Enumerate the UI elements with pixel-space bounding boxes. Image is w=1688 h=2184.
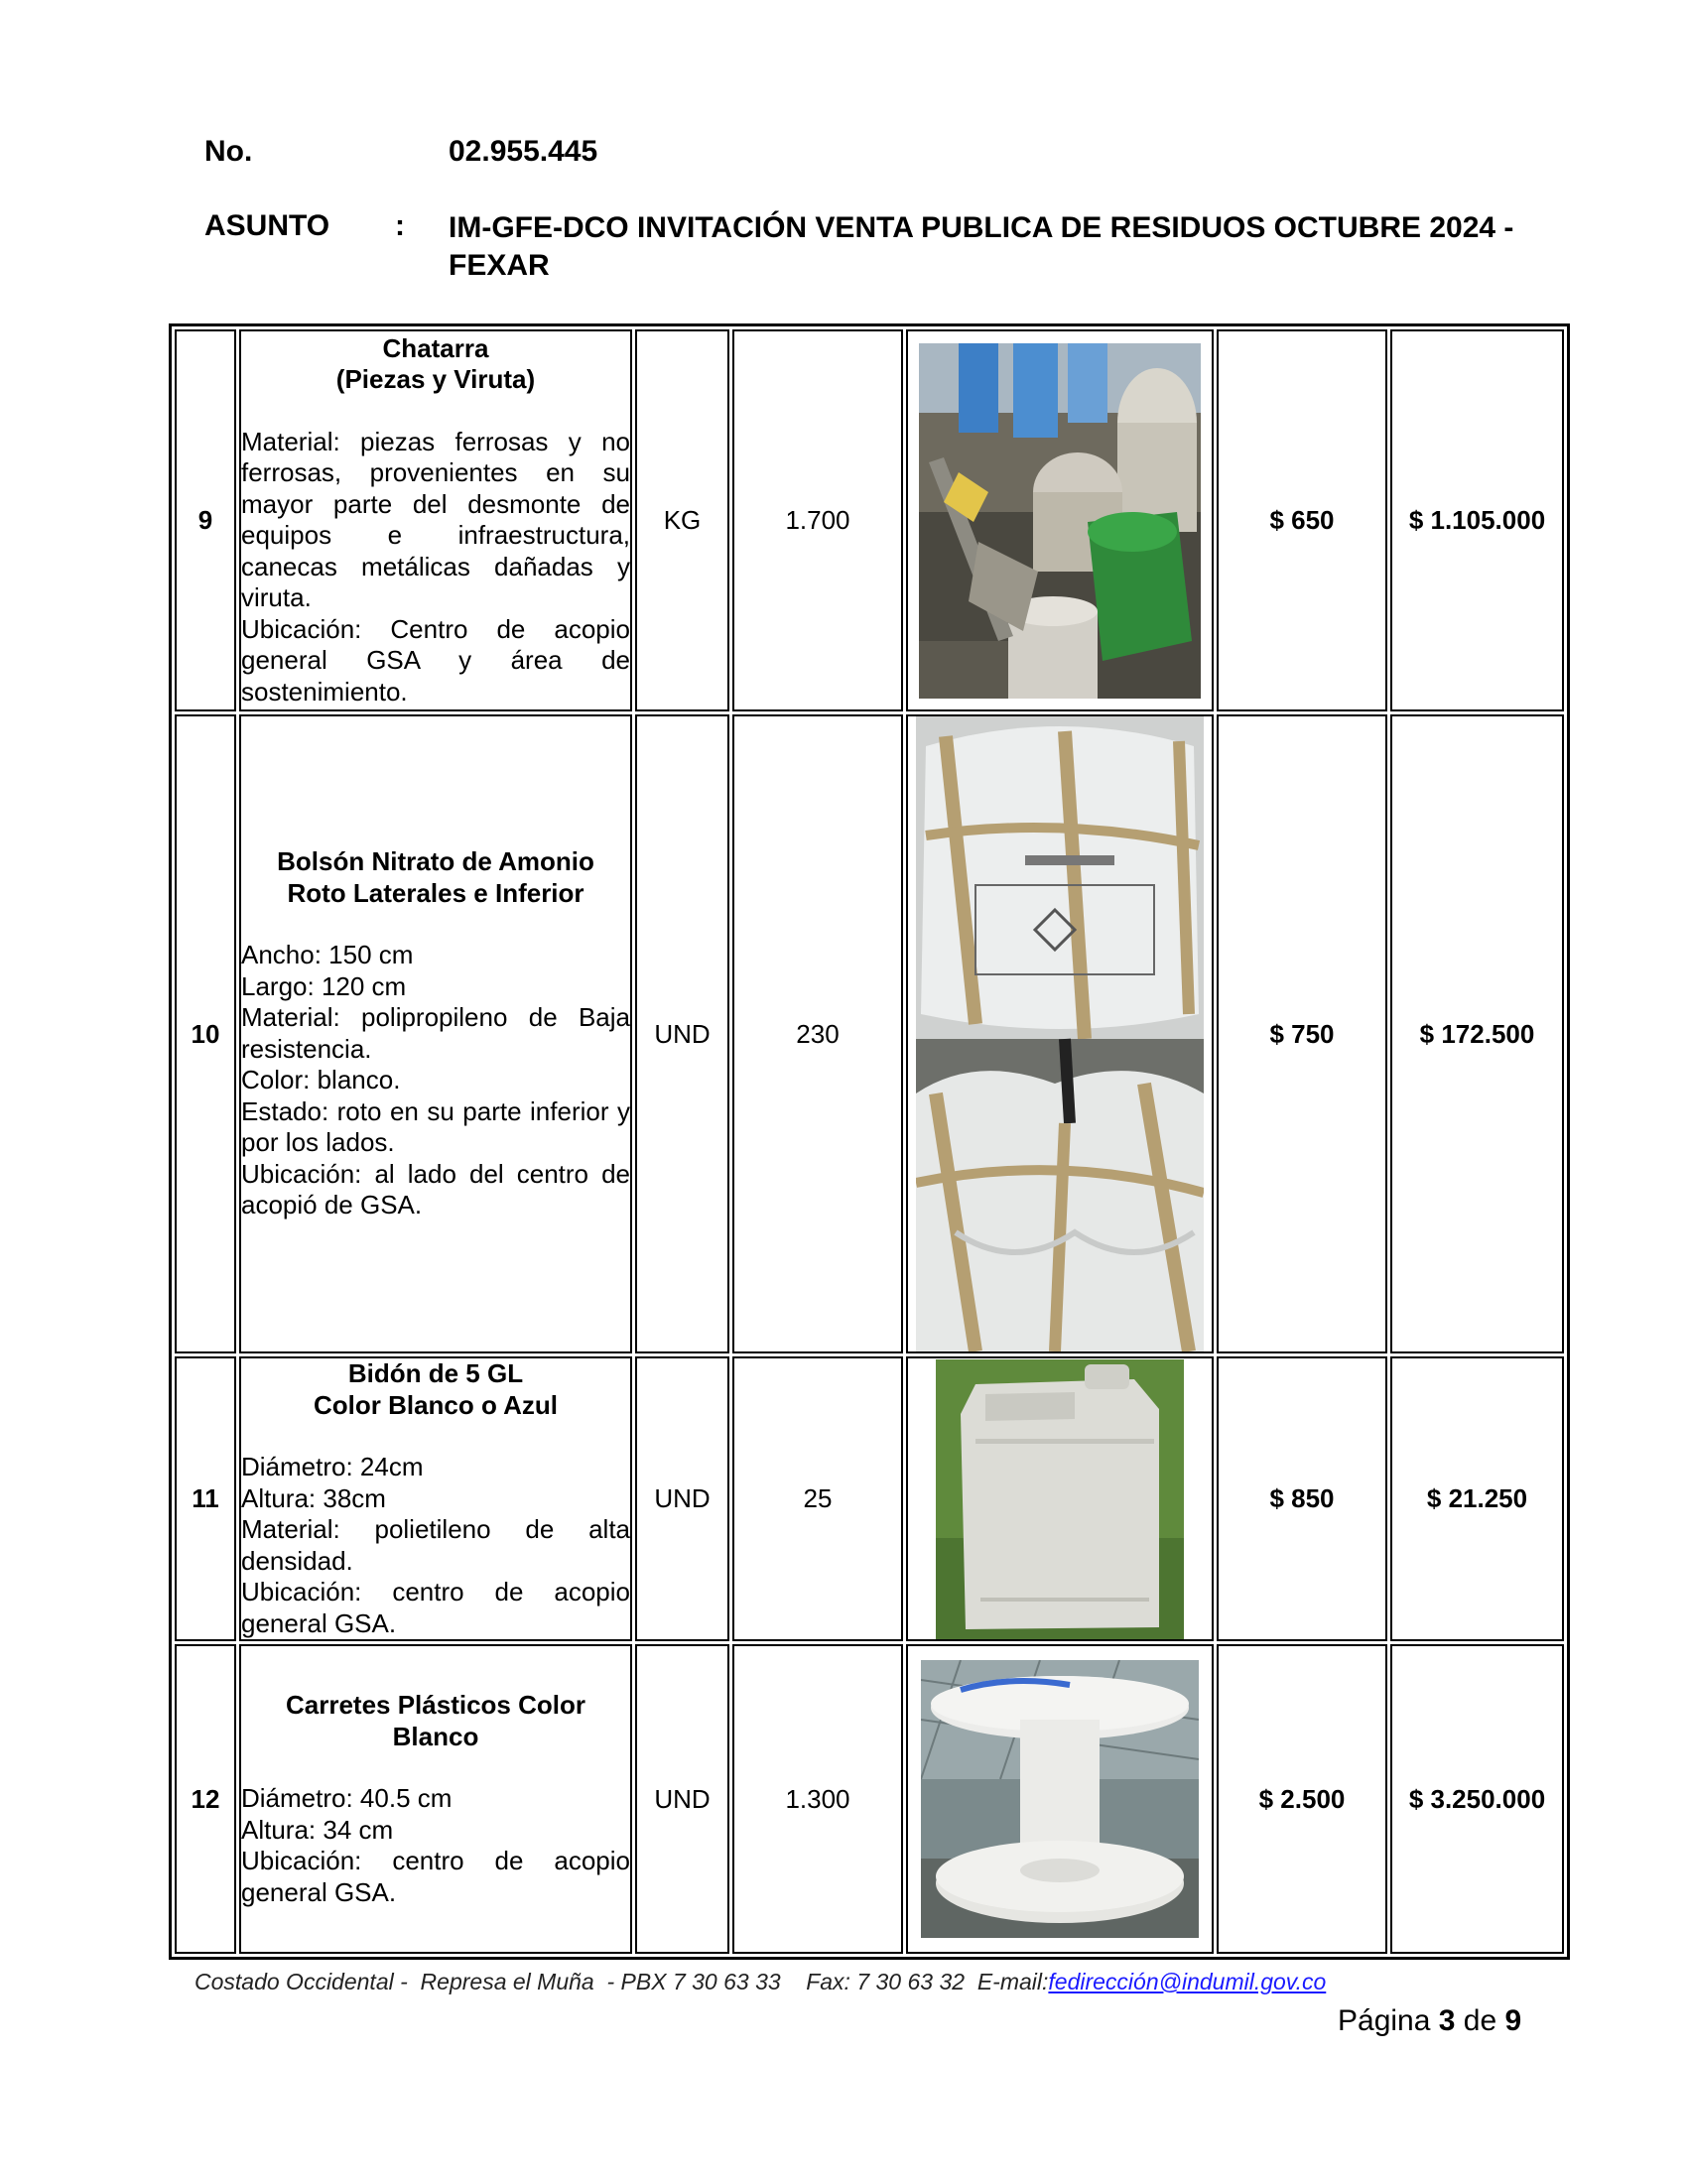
item-detail: Altura: 34 cm	[241, 1814, 394, 1845]
scrap-metal-photo	[919, 343, 1201, 699]
item-photo-cell	[906, 714, 1214, 1353]
item-unit-price: $ 2.500	[1217, 1644, 1387, 1954]
item-number: 9	[175, 329, 236, 711]
item-photo-cell	[906, 1356, 1214, 1641]
item-description	[239, 329, 632, 711]
item-detail: Ubicación: al lado del centro de acopió de GSA.	[241, 1158, 630, 1220]
item-photo-cell	[906, 329, 1214, 711]
item-detail: Largo: 120 cm	[241, 970, 407, 1001]
footer-contact	[195, 1969, 1326, 1995]
jerrycan-photo	[936, 1359, 1184, 1639]
document-number: 02.955.445	[449, 135, 598, 168]
item-title: Bidón de 5 GL	[347, 1358, 524, 1388]
item-total: $ 1.105.000	[1390, 329, 1564, 711]
table-row	[175, 714, 1564, 1353]
item-quantity: 230	[732, 714, 903, 1353]
item-photo-cell	[906, 1644, 1214, 1954]
item-number: 10	[175, 714, 236, 1353]
page-total: 9	[1504, 2004, 1522, 2037]
item-detail: Ubicación: Centro de acopio general GSA y área de sostenimiento.	[241, 613, 630, 707]
item-subtitle: (Piezas y Viruta)	[335, 364, 536, 395]
item-unit-price: $ 650	[1217, 329, 1387, 711]
item-detail: Color: blanco.	[241, 1065, 401, 1095]
page-current: 3	[1438, 2004, 1456, 2037]
item-total: $ 21.250	[1390, 1356, 1564, 1641]
page-prefix: Página	[1338, 2004, 1431, 2037]
table-row	[175, 1356, 1564, 1641]
item-number: 11	[175, 1356, 236, 1641]
item-quantity: 1.300	[732, 1644, 903, 1954]
items-table	[169, 323, 1570, 1960]
item-subtitle: Color Blanco o Azul	[313, 1389, 559, 1420]
page-number	[1338, 2004, 1521, 2038]
table-row	[175, 1644, 1564, 1954]
item-subtitle: Roto Laterales e Inferior	[287, 877, 584, 908]
item-unit: KG	[635, 329, 729, 711]
item-unit-price: $ 850	[1217, 1356, 1387, 1641]
footer-address: Costado Occidental - Represa el Muña - PBX 7 30 63 33 Fax: 7 30 63 32 E-mail:	[195, 1969, 1049, 1994]
item-title: Bolsón Nitrato de Amonio	[277, 846, 594, 877]
item-detail: Ancho: 150 cm	[241, 940, 414, 970]
plastic-spool-photo	[921, 1660, 1199, 1938]
table-row	[175, 329, 1564, 711]
subject-text: IM-GFE-DCO INVITACIÓN VENTA PUBLICA DE RESIDUOS OCTUBRE 2024 - FEXAR	[449, 211, 1514, 282]
item-unit-price: $ 750	[1217, 714, 1387, 1353]
item-detail: Estado: roto en su parte inferior y por los lados.	[241, 1095, 630, 1158]
item-description	[239, 1356, 632, 1641]
item-description	[239, 714, 632, 1353]
item-description	[239, 1644, 632, 1954]
subject-colon: :	[395, 209, 405, 242]
item-detail: Material: polipropileno de Baja resistencia.	[241, 1002, 630, 1064]
item-title: Carretes Plásticos Color	[285, 1690, 585, 1720]
subject-label: ASUNTO	[204, 209, 330, 242]
item-title: Chatarra	[382, 332, 489, 363]
item-detail: Ubicación: centro de acopio general GSA.	[241, 1577, 630, 1638]
item-unit: UND	[635, 1356, 729, 1641]
item-quantity: 1.700	[732, 329, 903, 711]
item-detail: Ubicación: centro de acopio general GSA.	[241, 1846, 630, 1907]
bulk-bag-photo	[916, 716, 1204, 1351]
item-total: $ 3.250.000	[1390, 1644, 1564, 1954]
item-detail: Diámetro: 40.5 cm	[241, 1783, 453, 1813]
item-quantity: 25	[732, 1356, 903, 1641]
item-unit: UND	[635, 1644, 729, 1954]
page-separator: de	[1463, 2004, 1497, 2037]
item-detail: Diámetro: 24cm	[241, 1452, 424, 1481]
item-detail: Altura: 38cm	[241, 1482, 386, 1513]
footer-email-link[interactable]: fedirección@indumil.gov.co	[1048, 1969, 1327, 1994]
item-number: 12	[175, 1644, 236, 1954]
item-unit: UND	[635, 714, 729, 1353]
item-subtitle: Blanco	[392, 1721, 479, 1751]
item-detail: Material: piezas ferrosas y no ferrosas, provenientes en su mayor parte del desmonte de equipos e infraestructura, canecas metálicas dañadas y viruta.	[241, 426, 630, 613]
number-label: No.	[204, 135, 253, 168]
item-detail: Material: polietileno de alta densidad.	[241, 1514, 630, 1576]
item-total: $ 172.500	[1390, 714, 1564, 1353]
